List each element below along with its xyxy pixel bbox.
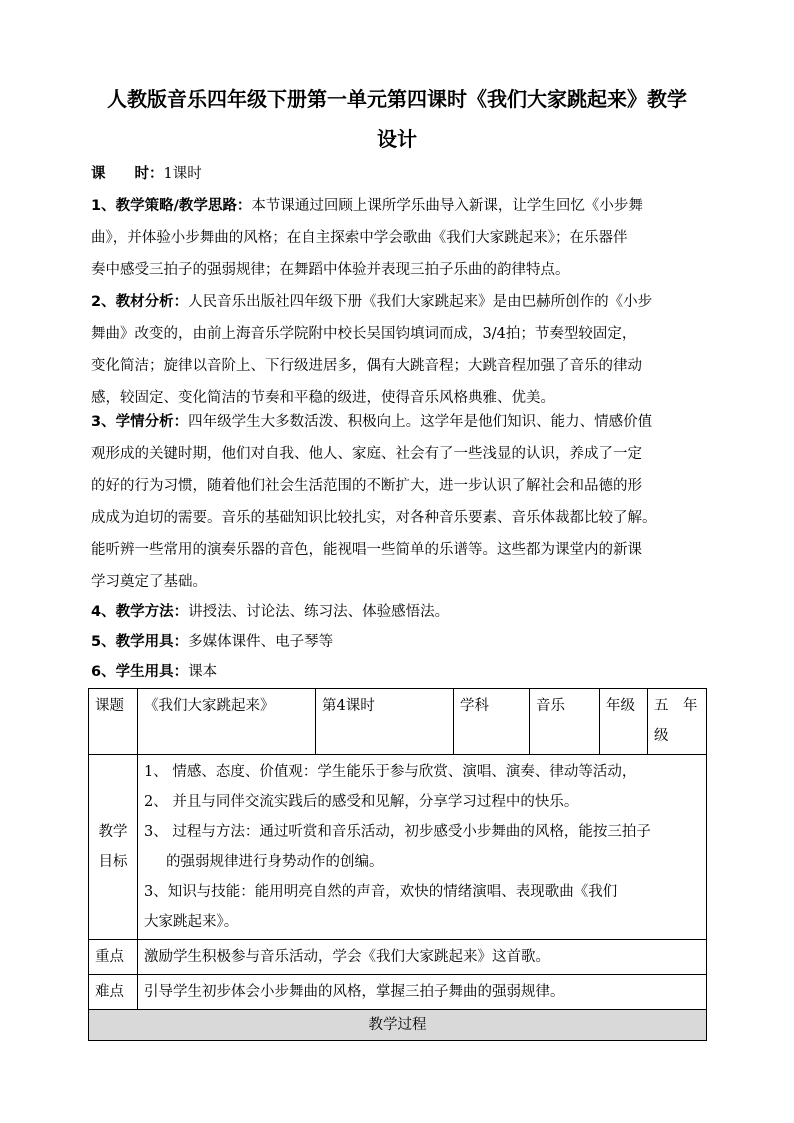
key-value-cell: 激励学生积极参与音乐活动，学会《我们大家跳起来》这首歌。: [138, 940, 707, 975]
goals-label-cell: [89, 755, 138, 940]
section-text: 舞曲》改变的，由前上海音乐学院附中校长吴国钧填词而成，3/4拍；节奏型较固定，: [91, 326, 637, 342]
course-time: [91, 158, 706, 190]
grade-value-line-1: 五 年: [654, 698, 698, 714]
table-row-key-points: [89, 940, 707, 975]
goal-item: 2、 并且与同伴交流实践后的感受和见解，分享学习过程中的快乐。: [144, 794, 579, 810]
section-text: 感，较固定、变化简洁的节奏和平稳的级进，使得音乐风格典雅、优美。: [91, 390, 555, 406]
course-time-value: 1课时: [163, 166, 202, 182]
grade-value-cell: [648, 689, 707, 755]
section-text: 讲授法、讨论法、练习法、体验感悟法。: [188, 604, 450, 620]
goal-item: 3、 过程与方法：通过听赏和音乐活动，初步感受小步舞曲的风格，能按三拍子: [144, 824, 651, 840]
goals-content-cell: [138, 755, 707, 940]
section-label: 3、学情分析：: [91, 414, 189, 430]
section-teaching-tools: [91, 626, 706, 658]
section-text: 变化简洁；旋律以音阶上、下行级进居多，偶有大跳音程；大跳音程加强了音乐的律动: [91, 358, 642, 374]
document-title-line-1: 人教版音乐四年级下册第一单元第四课时《我们大家跳起来》教学: [107, 87, 687, 111]
section-text: 奏中感受三拍子的强弱规律；在舞蹈中体验并表现三拍子乐曲的韵律特点。: [91, 262, 570, 278]
section-text: 学习奠定了基础。: [91, 574, 207, 590]
topic-label-cell: 课题: [89, 689, 138, 755]
section-material-analysis: [91, 286, 706, 414]
goals-label-line-2: 目标: [98, 854, 128, 870]
difficulty-value-cell: 引导学生初步体会小步舞曲的风格，掌握三拍子舞曲的强弱规律。: [138, 975, 707, 1010]
document-title-line-2: 设计: [377, 127, 417, 151]
table-row-difficulties: [89, 975, 707, 1010]
table-row-process: [89, 1010, 707, 1041]
section-label: 2、教材分析：: [91, 294, 189, 310]
section-text: 本节课通过回顾上课所学乐曲导入新课，让学生回忆《小步舞: [251, 198, 643, 214]
section-label: 5、教学用具：: [91, 634, 189, 650]
lesson-cell: 第4课时: [316, 689, 454, 755]
goal-item: 1、 情感、态度、价值观：学生能乐于参与欣赏、演唱、演奏、律动等活动，: [144, 764, 637, 780]
table-row-goals: [89, 755, 707, 940]
section-text: 人民音乐出版社四年级下册《我们大家跳起来》是由巴赫所创作的《小步: [188, 294, 653, 310]
key-label-cell: 重点: [89, 940, 138, 975]
section-label: 4、教学方法：: [91, 604, 189, 620]
section-teaching-strategy: [91, 190, 706, 286]
section-text: 多媒体课件、电子琴等: [188, 634, 334, 650]
difficulty-label-cell: 难点: [89, 975, 138, 1010]
section-text: 成成为迫切的需要。音乐的基础知识比较扎实，对各种音乐要素、音乐体裁都比较了解。: [91, 510, 657, 526]
section-student-tools: [91, 656, 706, 688]
goal-item: 3、知识与技能：能用明亮自然的声音，欢快的情绪演唱、表现歌曲《我们: [144, 884, 618, 900]
table-row-header: [89, 689, 707, 755]
goal-item: 大家跳起来》。: [144, 914, 239, 930]
subject-value-cell: 音乐: [530, 689, 600, 755]
lesson-info-table: [88, 688, 707, 1041]
section-text: 能听辨一些常用的演奏乐器的音色，能视唱一些简单的乐谱等。这些都为课堂内的新课: [91, 542, 642, 558]
goal-item: 的强弱规律进行身势动作的创编。: [166, 854, 384, 870]
section-text: 课本: [188, 664, 218, 680]
section-text: 曲》，并体验小步舞曲的风格；在自主探索中学会歌曲《我们大家跳起来》；在乐器伴: [91, 230, 628, 246]
process-header-cell: 教学过程: [89, 1010, 707, 1041]
section-student-analysis: [91, 406, 706, 598]
course-time-label: 课 时：: [91, 166, 164, 182]
grade-value-line-2: 级: [654, 728, 669, 744]
subject-label-cell: 学科: [454, 689, 530, 755]
section-text: 的好的行为习惯，随着他们社会生活范围的不断扩大，进一步认识了解社会和品德的形: [91, 478, 642, 494]
section-label: 1、教学策略/教学思路：: [91, 198, 252, 214]
section-text: 四年级学生大多数活泼、积极向上。这学年是他们知识、能力、情感价值: [188, 414, 653, 430]
grade-label-cell: 年级: [600, 689, 648, 755]
goals-label-line-1: 教学: [98, 824, 128, 840]
section-teaching-methods: [91, 596, 706, 628]
topic-value-cell: 《我们大家跳起来》: [138, 689, 316, 755]
section-text: 观形成的关键时期，他们对自我、他人、家庭、社会有了一些浅显的认识，养成了一定: [91, 446, 642, 462]
section-label: 6、学生用具：: [91, 664, 189, 680]
